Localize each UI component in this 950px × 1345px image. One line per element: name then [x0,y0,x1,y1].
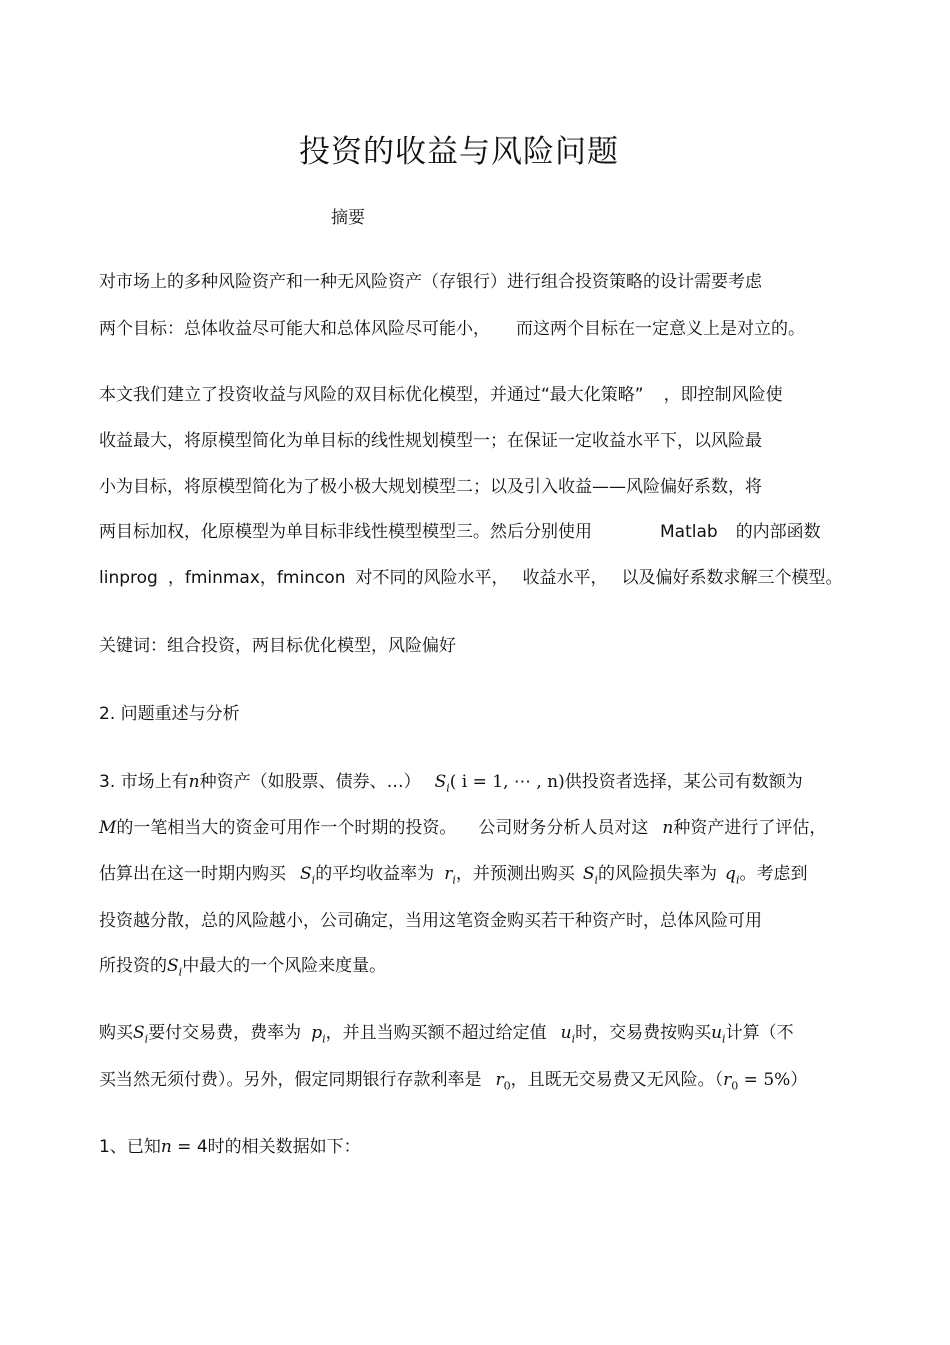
text: 公司财务分析人员对这 [478,818,649,838]
text: 而这两个目标在一定意义上是对立的。 [516,319,805,339]
text: 小为目标，将原模型简化为了极小极大规划模型二；以及引入收益——风险偏好系数，将 [99,477,762,497]
math: n [160,1137,172,1157]
math: ( i = 1, ⋯ , n) [449,772,565,792]
keywords [99,635,456,657]
text: 对市场上的多种风险资产和一种无风险资产（存银行）进行组合投资策略的设计需要考虑 [99,272,762,292]
paragraph-line [99,567,842,589]
math: q [725,864,736,884]
paragraph-line [99,430,762,452]
math-subscript: 0 [731,1079,739,1093]
math-subscript: i [144,1032,149,1046]
text: 收益最大，将原模型简化为单目标的线性规划模型一；在保证一定收益水平下，以风险最 [99,431,762,451]
math: u [711,1023,723,1043]
text: 时，交易费按购买 [575,1023,712,1043]
math: r [495,1070,504,1090]
paragraph-line [99,271,762,293]
text: linprog [99,568,158,588]
text: 3. 市场上有 [99,772,189,792]
math: S [167,956,179,976]
paragraph-line [99,476,762,498]
text: 所投资的 [99,956,167,976]
text: 的内部函数 [735,522,821,542]
text: 时的相关数据如下： [207,1137,361,1157]
paragraph-line [99,817,826,839]
text: 本文我们建立了投资收益与风险的双目标优化模型，并通过“最大化策略” [99,385,644,405]
math: = 5% [738,1070,791,1090]
text: ，并且当购买额不超过给定值 [325,1023,547,1043]
text: 投资越分散，总的风险越小，公司确定，当用这笔资金购买若干种资产时，总体风险可用 [99,911,762,931]
math-subscript: i [722,1032,726,1046]
paragraph-line [99,318,805,340]
text: Matlab [660,522,718,542]
paragraph-line [99,1022,794,1050]
text: 供投资者选择，某公司有数额为 [564,772,803,792]
math-subscript: 0 [503,1079,511,1093]
math-subscript: i [594,873,599,887]
text: ，且既无交易费又无风险。（ [510,1070,724,1090]
math: r [723,1070,732,1090]
paragraph-line [99,1069,807,1097]
math: S [133,1023,145,1043]
math-subscript: i [452,873,456,887]
text: 1、已知 [99,1137,161,1157]
math-subscript: i [322,1032,326,1046]
text: 4 [196,1137,208,1157]
page-title: 投资的收益与风险问题 [299,134,619,170]
section-heading [99,703,240,725]
text: 的平均收益率为 [315,864,435,884]
text: 种资产进行了评估， [673,818,827,838]
text: 计算（不 [725,1023,794,1043]
text: ，fminmax，fmincon [167,568,346,588]
math-subscript: i [735,873,740,887]
math-subscript: i [446,781,450,795]
text: 以及偏好系数求解三个模型。 [621,568,843,588]
text: 估算出在这一时期内购买 [99,864,286,884]
text: 的一笔相当大的资金可用作一个时期的投资。 [116,818,457,838]
text: 买当然无须付费）。另外，假定同期银行存款利率是 [99,1070,482,1090]
list-item [99,1136,361,1158]
text: 两个目标：总体收益尽可能大和总体风险尽可能小， [99,319,490,339]
math: M [99,818,117,838]
math-subscript: i [571,1032,576,1046]
paragraph-line [99,863,807,891]
math: r [444,864,453,884]
paragraph-line [99,910,762,932]
text: 。考虑到 [739,864,808,884]
text: 两目标加权，化原模型为单目标非线性模型模型三。然后分别使用 [99,522,592,542]
text: 关键词：组合投资，两目标优化模型，风险偏好 [99,636,456,656]
text: 中最大的一个风险来度量。 [182,956,387,976]
math: n [188,772,200,792]
math: n [662,818,674,838]
text: 购买 [99,1023,133,1043]
paragraph-line [99,955,386,983]
paragraph-line [99,384,783,406]
text: ，并预测出购买 [455,864,575,884]
text: 2. 问题重述与分析 [99,704,240,724]
math: S [582,864,595,884]
math: S [300,864,312,884]
text: 对不同的风险水平， [355,568,509,588]
text: 种资产（如股票、债券、…） [199,772,421,792]
text: ，即控制风险使 [663,385,783,405]
math-subscript: i [311,873,316,887]
abstract-heading: 摘要 [331,208,365,228]
text: 收益水平， [522,568,608,588]
math: S [434,772,447,792]
math-subscript: i [178,965,183,979]
text: 要付交易费，费率为 [148,1023,302,1043]
text: 的风险损失率为 [598,864,718,884]
text: ） [790,1070,808,1090]
math: p [311,1023,323,1043]
math: u [560,1023,572,1043]
math: = [171,1137,197,1157]
paragraph-line [99,771,803,799]
paragraph-line [99,521,821,543]
